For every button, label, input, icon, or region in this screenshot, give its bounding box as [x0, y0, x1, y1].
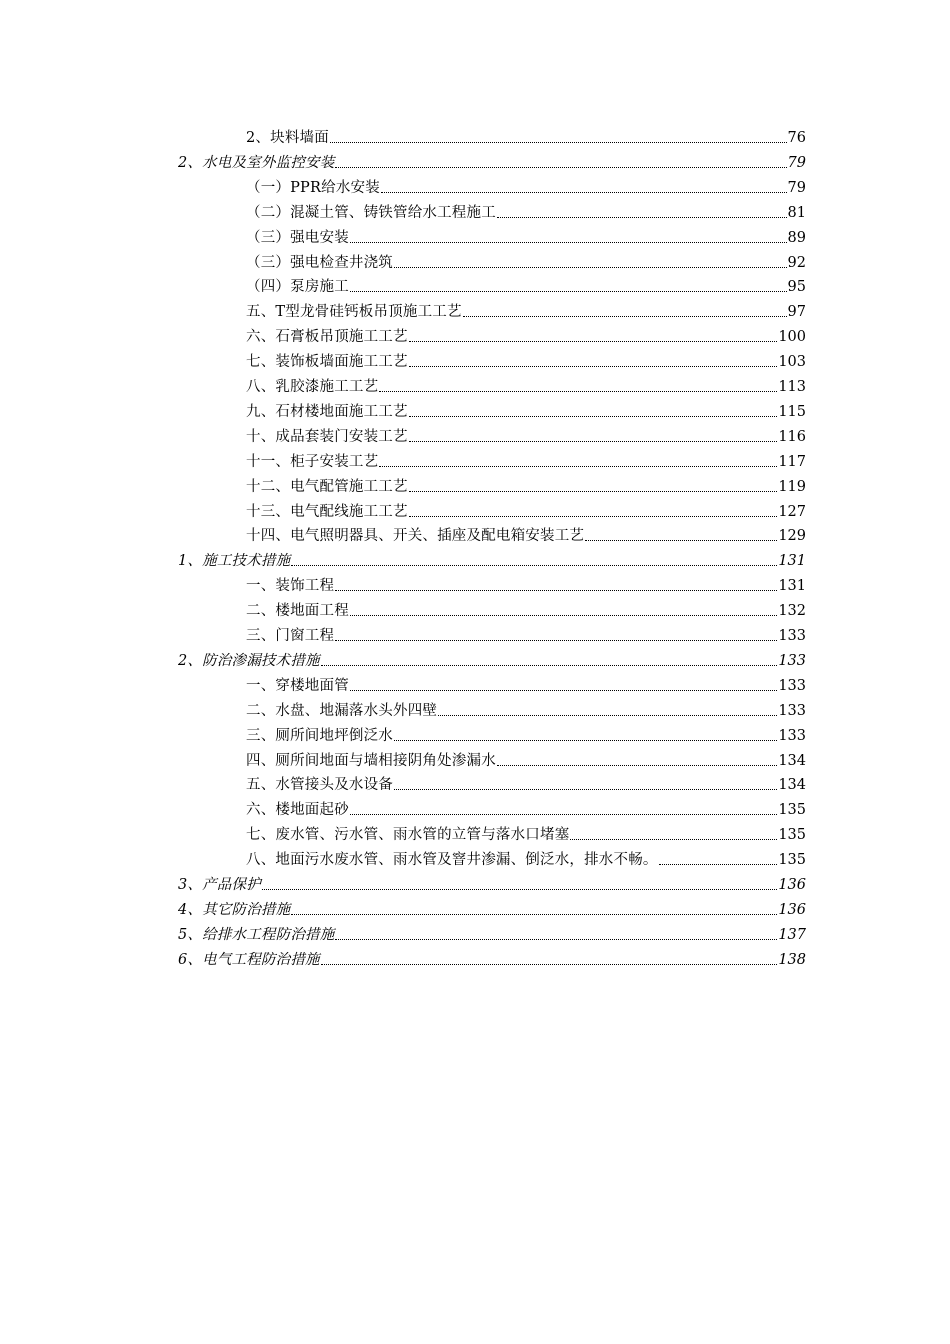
- toc-entry[interactable]: [246, 823, 806, 845]
- toc-entry-title: （一）PPR给水安装: [246, 179, 380, 196]
- toc-entry[interactable]: [178, 898, 806, 920]
- toc-dot-leader: [350, 689, 777, 691]
- toc-page-number: 133: [778, 628, 806, 644]
- toc-page-number: 129: [778, 528, 806, 545]
- toc-entry[interactable]: [246, 226, 806, 248]
- toc-page-number: 117: [778, 453, 806, 470]
- toc-entry[interactable]: [178, 549, 806, 571]
- toc-entry[interactable]: [246, 848, 806, 870]
- toc-page-number: 97: [787, 304, 806, 321]
- toc-entry[interactable]: [246, 524, 806, 546]
- toc-dot-leader: [409, 340, 778, 342]
- toc-entry[interactable]: [246, 574, 806, 596]
- toc-entry[interactable]: [246, 325, 806, 347]
- toc-entry[interactable]: [246, 275, 806, 297]
- toc-entry[interactable]: [246, 699, 806, 721]
- toc-entry-title: （三）强电安装: [246, 229, 349, 246]
- toc-entry-title: 一、装饰工程: [246, 578, 335, 595]
- toc-entry-title: （四）泵房施工: [246, 279, 349, 296]
- toc-page-number: 136: [778, 901, 806, 918]
- toc-page-number: 138: [778, 951, 806, 968]
- toc-dot-leader: [321, 664, 778, 666]
- toc-dot-leader: [409, 415, 778, 417]
- toc-entry[interactable]: [246, 798, 806, 820]
- toc-entry[interactable]: [178, 151, 806, 173]
- toc-page-number: 76: [787, 130, 806, 146]
- toc-page-number: 127: [778, 503, 806, 520]
- toc-dot-leader: [350, 241, 787, 243]
- toc-page-number: 133: [778, 727, 806, 744]
- toc-page-number: 135: [778, 827, 806, 844]
- toc-entry-title: 2、水电及室外监控安装: [178, 154, 335, 171]
- toc-entry[interactable]: [178, 873, 806, 895]
- toc-entry[interactable]: [246, 773, 806, 795]
- toc-dot-leader: [379, 390, 777, 392]
- toc-page-number: 115: [778, 403, 806, 420]
- toc-entry-title: 三、门窗工程: [246, 628, 335, 644]
- toc-entry[interactable]: [246, 350, 806, 372]
- toc-entry-title: 五、水管接头及水设备: [246, 777, 393, 794]
- toc-entry-title: 二、楼地面工程: [246, 603, 349, 620]
- toc-entry[interactable]: [246, 500, 806, 522]
- toc-page-number: 100: [778, 329, 806, 346]
- toc-entry-title: 八、乳胶漆施工工艺: [246, 379, 379, 395]
- toc-page-number: 95: [787, 279, 806, 296]
- toc-dot-leader: [321, 963, 778, 965]
- toc-entry-title: （二）混凝土管、铸铁管给水工程施工: [246, 204, 496, 221]
- toc-page-number: 134: [778, 752, 806, 769]
- toc-entry-title: 4、其它防治措施: [178, 901, 291, 918]
- toc-entry-title: 十四、电气照明器具、开关、插座及配电箱安装工艺: [246, 528, 585, 545]
- toc-entry[interactable]: [246, 300, 806, 322]
- toc-dot-leader: [394, 788, 777, 790]
- toc-dot-leader: [497, 216, 787, 218]
- toc-dot-leader: [394, 266, 787, 268]
- toc-entry-title: 6、电气工程防治措施: [178, 951, 320, 968]
- toc-page-number: 131: [778, 553, 806, 570]
- toc-entry-title: 七、装饰板墙面施工工艺: [246, 354, 408, 371]
- toc-page-number: 136: [778, 877, 806, 893]
- toc-entry[interactable]: [178, 649, 806, 671]
- toc-entry-title: 十二、电气配管施工工艺: [246, 478, 408, 495]
- toc-page-number: 135: [778, 852, 806, 869]
- toc-entry[interactable]: [246, 176, 806, 198]
- toc-entry[interactable]: [246, 201, 806, 223]
- toc-entry[interactable]: [246, 599, 806, 621]
- toc-dot-leader: [409, 365, 778, 367]
- toc-page-number: 134: [778, 777, 806, 794]
- toc-page-number: 116: [778, 428, 806, 445]
- toc-entry-title: 二、水盘、地漏落水头外四壁: [246, 702, 438, 719]
- toc-page-number: 113: [778, 379, 806, 395]
- toc-entry-title: 2、块料墙面: [246, 130, 329, 146]
- toc-entry[interactable]: [246, 624, 806, 646]
- toc-entry-title: 十三、电气配线施工工艺: [246, 503, 408, 520]
- toc-entry-title: 六、楼地面起砂: [246, 802, 349, 819]
- toc-entry-title: 三、厕所间地坪倒泛水: [246, 727, 393, 744]
- toc-dot-leader: [570, 838, 777, 840]
- toc-dot-leader: [350, 614, 777, 616]
- toc-page-number: 135: [778, 802, 806, 819]
- toc-page-number: 119: [778, 478, 806, 495]
- toc-page-number: 133: [778, 702, 806, 719]
- toc-dot-leader: [497, 764, 777, 766]
- toc-entry-title: （三）强电检查井浇筑: [246, 254, 393, 271]
- toc-page-number: 132: [778, 603, 806, 620]
- toc-dot-leader: [335, 166, 786, 168]
- toc-entry-title: 2、防治渗漏技术措施: [178, 652, 320, 669]
- toc-entry-title: 六、石膏板吊顶施工工艺: [246, 329, 408, 346]
- toc-dot-leader: [585, 539, 777, 541]
- toc-entry[interactable]: [246, 475, 806, 497]
- toc-entry-title: 一、穿楼地面管: [246, 677, 349, 694]
- toc-page-number: 79: [787, 179, 806, 196]
- toc-dot-leader: [394, 739, 777, 741]
- toc-dot-leader: [335, 589, 777, 591]
- toc-page-number: 103: [778, 354, 806, 371]
- toc-dot-leader: [350, 290, 787, 292]
- toc-entry-title: 九、石材楼地面施工工艺: [246, 403, 408, 420]
- toc-dot-leader: [409, 440, 778, 442]
- toc-dot-leader: [463, 315, 787, 317]
- toc-dot-leader: [438, 714, 777, 716]
- toc-dot-leader: [291, 913, 777, 915]
- toc-page-number: 133: [778, 677, 806, 694]
- toc-entry[interactable]: [246, 126, 806, 148]
- toc-dot-leader: [409, 490, 778, 492]
- toc-entry[interactable]: [246, 251, 806, 273]
- toc-entry[interactable]: [246, 674, 806, 696]
- toc-dot-leader: [381, 191, 787, 193]
- toc-dot-leader: [330, 141, 787, 143]
- toc-entry-title: 八、地面污水废水管、雨水管及窨井渗漏、倒泛水，排水不畅。: [246, 852, 658, 869]
- toc-entry-title: 七、废水管、污水管、雨水管的立管与落水口堵塞: [246, 827, 570, 844]
- toc-page-number: 81: [787, 204, 806, 221]
- toc-page-number: 131: [778, 578, 806, 595]
- toc-dot-leader: [335, 938, 777, 940]
- toc-entry[interactable]: [246, 400, 806, 422]
- toc-entry[interactable]: [246, 749, 806, 771]
- toc-entry-title: 十、成品套装门安装工艺: [246, 428, 408, 445]
- toc-page-number: 89: [787, 229, 806, 246]
- toc-dot-leader: [262, 888, 777, 890]
- toc-dot-leader: [291, 564, 777, 566]
- toc-entry[interactable]: [246, 375, 806, 397]
- toc-entry[interactable]: [246, 724, 806, 746]
- toc-entry-title: 十一、柜子安装工艺: [246, 453, 379, 470]
- toc-dot-leader: [350, 813, 777, 815]
- toc-entry-title: 五、T型龙骨硅钙板吊顶施工工艺: [246, 304, 462, 321]
- toc-entry[interactable]: [246, 450, 806, 472]
- toc-entry[interactable]: [246, 425, 806, 447]
- toc-dot-leader: [659, 863, 778, 865]
- toc-entry[interactable]: [178, 948, 806, 970]
- toc-page-number: 133: [778, 652, 806, 669]
- toc-entry-title: 四、厕所间地面与墙相接阴角处渗漏水: [246, 752, 496, 769]
- toc-entry-title: 5、给排水工程防治措施: [178, 926, 335, 943]
- toc-entry-title: 1、施工技术措施: [178, 553, 291, 570]
- toc-dot-leader: [379, 465, 777, 467]
- toc-entry-title: 3、产品保护: [178, 877, 261, 893]
- toc-page-number: 79: [787, 154, 806, 171]
- toc-page-number: 137: [778, 926, 806, 943]
- toc-dot-leader: [335, 639, 777, 641]
- toc-entry[interactable]: [178, 923, 806, 945]
- toc-page-number: 92: [787, 254, 806, 271]
- toc-dot-leader: [409, 515, 778, 517]
